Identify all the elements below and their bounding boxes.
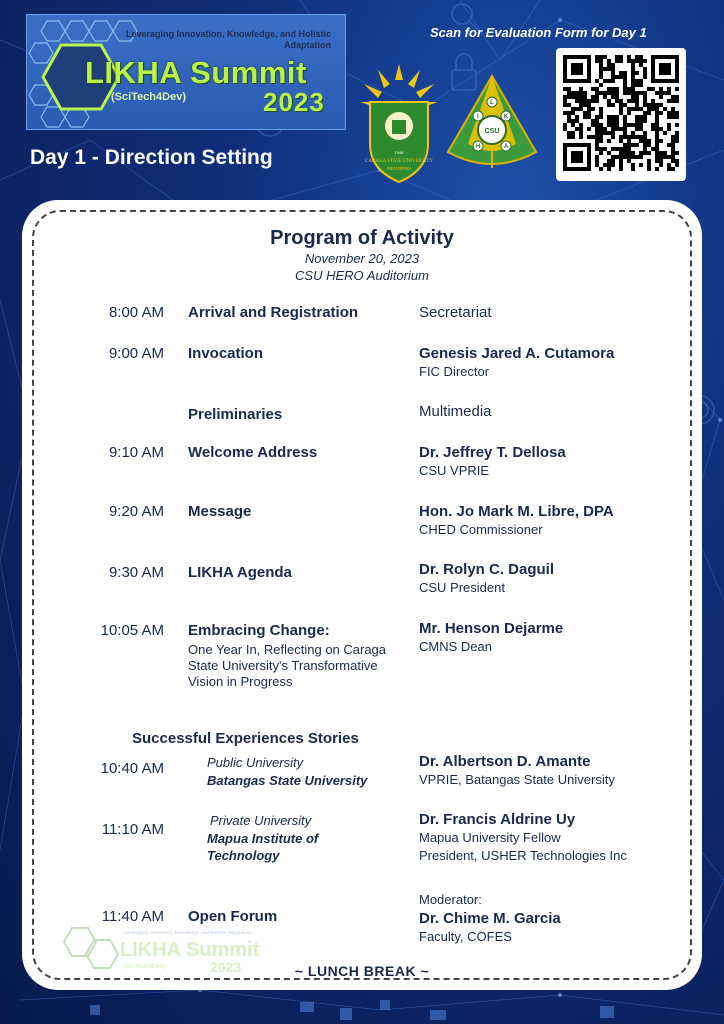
likha-letter-2: I bbox=[477, 114, 479, 120]
watermark-sub: (SciTech4Dev) bbox=[124, 964, 165, 970]
csu-seal-logo bbox=[358, 62, 440, 190]
story-institution: Mapua Institute of Technology bbox=[207, 831, 319, 863]
time-slot: 8:00 AM bbox=[108, 304, 164, 321]
speaker-role: CHED Commissioner bbox=[419, 522, 543, 537]
time-slot: 11:10 AM bbox=[101, 821, 164, 838]
event-banner bbox=[26, 14, 346, 130]
story-category: Public University bbox=[207, 755, 304, 770]
speaker-role: CMNS Dean bbox=[419, 639, 492, 654]
watermark-year: 2023 bbox=[210, 959, 242, 975]
activity-title: Invocation bbox=[188, 345, 264, 362]
csu-seal-year: 1946 bbox=[394, 150, 404, 155]
time-slot: 9:10 AM bbox=[108, 444, 164, 461]
story-institution: Batangas State University bbox=[207, 773, 368, 788]
activity-title: LIKHA Agenda bbox=[188, 564, 292, 581]
activity-title: Welcome Address bbox=[188, 444, 318, 461]
speaker-role: Faculty, COFES bbox=[419, 929, 512, 944]
likha-letter-3: K bbox=[503, 114, 509, 120]
csu-seal-text: CARAGA STATE UNIVERSITY bbox=[365, 159, 433, 164]
csu-seal-country: PHILIPPINES bbox=[387, 166, 411, 171]
day-title: Day 1 - Direction Setting bbox=[30, 146, 273, 169]
story-category: Private University bbox=[210, 813, 312, 828]
likha-logo bbox=[442, 72, 542, 178]
time-slot: 10:05 AM bbox=[100, 622, 164, 639]
likha-logo-center: CSU bbox=[484, 128, 500, 135]
banner-tagline: Leveraging Innovation, Knowledge, and Holistic Adaptation bbox=[125, 29, 331, 50]
speaker-role: VPRIE, Batangas State University bbox=[419, 772, 615, 787]
activity-title: Message bbox=[188, 503, 252, 520]
event-year: 2023 bbox=[263, 87, 325, 117]
watermark-tagline: Leveraging Innovation, Knowledge, and Holistic Adaptation bbox=[124, 930, 252, 935]
likha-letter-1: L bbox=[490, 100, 494, 106]
likha-letter-5: A bbox=[503, 144, 509, 150]
time-slot: 9:30 AM bbox=[108, 564, 164, 581]
moderator-label: Moderator: bbox=[419, 892, 482, 907]
speaker-name: Dr. Rolyn C. Daguil bbox=[419, 561, 555, 578]
speaker-role: CSU President bbox=[419, 580, 505, 595]
speaker-role: FIC Director bbox=[419, 364, 490, 379]
lunch-break: ~ LUNCH BREAK ~ bbox=[294, 963, 430, 979]
program-title: Program of Activity bbox=[270, 227, 454, 249]
speaker-name: Genesis Jared A. Cutamora bbox=[419, 345, 615, 362]
speaker-name: Dr. Albertson D. Amante bbox=[419, 753, 591, 770]
speaker-plain: Secretariat bbox=[419, 304, 492, 321]
time-slot: 10:40 AM bbox=[100, 760, 164, 777]
watermark-name: LIKHA Summit bbox=[120, 939, 260, 961]
speaker-role: CSU VPRIE bbox=[419, 463, 490, 478]
likha-letter-4: H bbox=[475, 144, 481, 150]
speaker-name: Dr. Francis Aldrine Uy bbox=[419, 811, 576, 828]
dashed-border bbox=[32, 210, 692, 980]
speaker-name: Dr. Jeffrey T. Dellosa bbox=[419, 444, 566, 461]
speaker-name: Mr. Henson Dejarme bbox=[419, 620, 564, 637]
speaker-name: Dr. Chime M. Garcia bbox=[419, 910, 561, 927]
activity-title: Preliminaries bbox=[188, 406, 283, 423]
section-title: Successful Experiences Stories bbox=[132, 730, 359, 747]
speaker-plain: Multimedia bbox=[419, 403, 492, 420]
speaker-role: Mapua University Fellow bbox=[419, 830, 561, 845]
event-name: LIKHA Summit bbox=[85, 55, 307, 90]
event-sub: (SciTech4Dev) bbox=[111, 91, 186, 103]
speaker-role: President, USHER Technologies Inc bbox=[419, 848, 627, 863]
activity-description: One Year In, Reflecting on Caraga State University's Transformative Vision in Progress bbox=[188, 642, 387, 689]
speaker-name: Hon. Jo Mark M. Libre, DPA bbox=[419, 503, 614, 520]
scan-instruction: Scan for Evaluation Form for Day 1 bbox=[430, 25, 647, 40]
program-date: November 20, 2023 bbox=[304, 251, 420, 266]
program-card bbox=[22, 200, 702, 990]
activity-title: Embracing Change: bbox=[188, 622, 330, 639]
program-venue: CSU HERO Auditorium bbox=[295, 268, 429, 283]
time-slot: 11:40 AM bbox=[101, 908, 164, 925]
qr-code[interactable] bbox=[556, 48, 686, 181]
activity-title: Open Forum bbox=[188, 908, 278, 925]
time-slot: 9:20 AM bbox=[108, 503, 164, 520]
activity-title: Arrival and Registration bbox=[188, 304, 359, 321]
time-slot: 9:00 AM bbox=[108, 345, 164, 362]
